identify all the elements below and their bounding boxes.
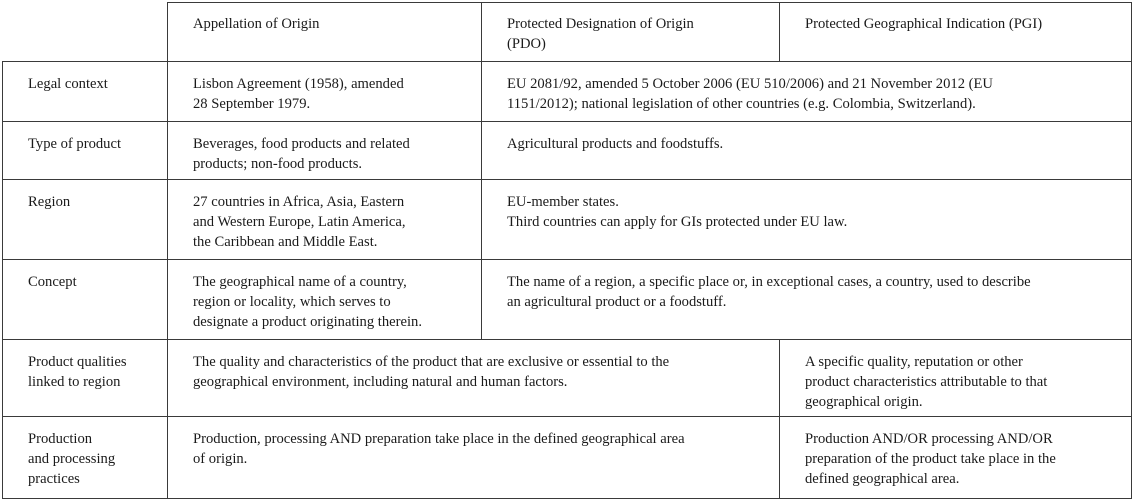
table-row-type-of-product bbox=[3, 122, 1132, 180]
cell-line: A specific quality, reputation or other bbox=[805, 354, 1023, 370]
cell-line: Lisbon Agreement (1958), amended bbox=[193, 76, 404, 92]
table-row-concept bbox=[3, 260, 1132, 340]
cell-line: geographical origin. bbox=[805, 394, 923, 410]
cell-line: The geographical name of a country, bbox=[193, 274, 407, 290]
header-appellation-of-origin: Appellation of Origin bbox=[168, 3, 482, 62]
cell-pdo-pgi bbox=[482, 180, 1132, 260]
header-pdo bbox=[482, 3, 780, 62]
header-pdo-line-1: Protected Designation of Origin bbox=[507, 16, 694, 32]
cell-pdo-pgi bbox=[482, 122, 1132, 180]
cell-ao-pdo bbox=[168, 340, 780, 417]
row-label-line: and processing bbox=[28, 451, 116, 467]
cell-ao bbox=[168, 260, 482, 340]
cell-line: Production AND/OR processing AND/OR bbox=[805, 431, 1053, 447]
cell-line: the Caribbean and Middle East. bbox=[193, 234, 378, 250]
cell-line: Beverages, food products and related bbox=[193, 136, 410, 152]
cell-line: The name of a region, a specific place or, in exceptional cases, a country, used to describe bbox=[507, 274, 1031, 290]
cell-ao bbox=[168, 122, 482, 180]
header-pdo-line-2: (PDO) bbox=[507, 36, 546, 52]
cell-line: EU 2081/92, amended 5 October 2006 (EU 510/2006) and 21 November 2012 (EU bbox=[507, 76, 993, 92]
cell-line: 27 countries in Africa, Asia, Eastern bbox=[193, 194, 405, 210]
row-label: Legal context bbox=[3, 62, 168, 122]
row-label-line: Product qualities bbox=[28, 354, 127, 370]
cell-pgi bbox=[780, 340, 1132, 417]
cell-line: products; non-food products. bbox=[193, 156, 363, 172]
table-row-production-practices bbox=[3, 417, 1132, 499]
header-row bbox=[3, 3, 1132, 62]
row-label bbox=[3, 340, 168, 417]
row-label-line: practices bbox=[28, 471, 80, 487]
row-label bbox=[3, 417, 168, 499]
row-label-line: Production bbox=[28, 431, 93, 447]
cell-line: Third countries can apply for GIs protected under EU law. bbox=[507, 214, 848, 230]
cell-pdo-pgi bbox=[482, 62, 1132, 122]
cell-line: 1151/2012); national legislation of other countries (e.g. Colombia, Switzerland). bbox=[507, 96, 976, 112]
cell-line: an agricultural product or a foodstuff. bbox=[507, 294, 727, 310]
cell-line: preparation of the product take place in the bbox=[805, 451, 1056, 467]
cell-line: product characteristics attributable to that bbox=[805, 374, 1048, 390]
cell-pgi bbox=[780, 417, 1132, 499]
cell-line: of origin. bbox=[193, 451, 248, 467]
cell-line: region or locality, which serves to bbox=[193, 294, 391, 310]
cell-line: geographical environment, including natural and human factors. bbox=[193, 374, 568, 390]
cell-line: and Western Europe, Latin America, bbox=[193, 214, 406, 230]
row-label: Region bbox=[3, 180, 168, 260]
cell-line: Production, processing AND preparation take place in the defined geographical area bbox=[193, 431, 685, 447]
cell-line: Agricultural products and foodstuffs. bbox=[507, 136, 724, 152]
table-row-product-qualities bbox=[3, 340, 1132, 417]
cell-ao bbox=[168, 180, 482, 260]
cell-ao bbox=[168, 62, 482, 122]
row-label-line: linked to region bbox=[28, 374, 121, 390]
header-pgi: Protected Geographical Indication (PGI) bbox=[780, 3, 1132, 62]
cell-line: defined geographical area. bbox=[805, 471, 960, 487]
row-label: Type of product bbox=[3, 122, 168, 180]
table-row-legal-context bbox=[3, 62, 1132, 122]
cell-line: 28 September 1979. bbox=[193, 96, 311, 112]
row-label: Concept bbox=[3, 260, 168, 340]
gi-comparison-table bbox=[2, 2, 1132, 499]
cell-ao-pdo bbox=[168, 417, 780, 499]
table-row-region bbox=[3, 180, 1132, 260]
cell-line: The quality and characteristics of the product that are exclusive or essential to the bbox=[193, 354, 670, 370]
cell-pdo-pgi bbox=[482, 260, 1132, 340]
cell-line: EU-member states. bbox=[507, 194, 619, 210]
cell-line: designate a product originating therein. bbox=[193, 314, 422, 330]
corner-cell bbox=[3, 3, 168, 62]
